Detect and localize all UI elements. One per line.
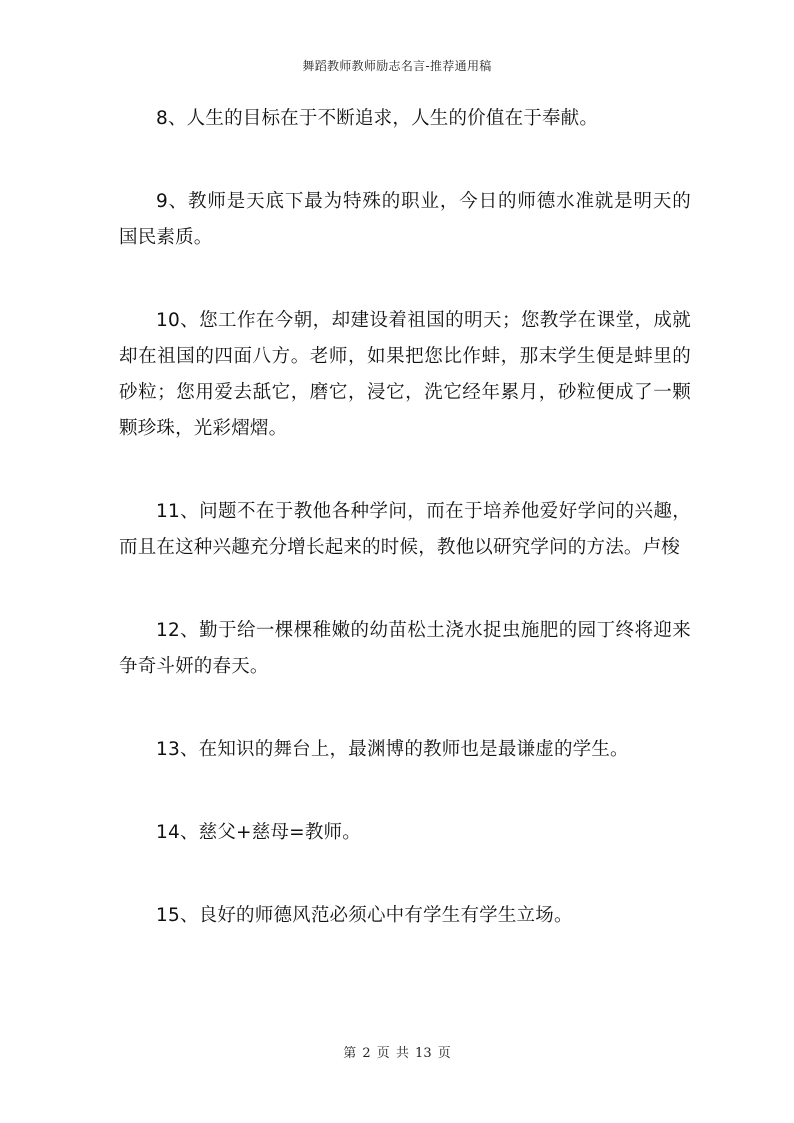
quote-paragraph-8: 8、人生的目标在于不断追求，人生的价值在于奉献。 xyxy=(156,108,599,129)
page-number-footer: 第 2 页 共 13 页 xyxy=(343,1046,451,1061)
quote-paragraph-12: 12、勤于给一棵棵稚嫩的幼苗松土浇水捉虫施肥的园丁终将迎来争奇斗妍的春天。 xyxy=(119,620,691,677)
document-body xyxy=(119,101,691,981)
quote-paragraph-14: 14、慈父+慈母=教师。 xyxy=(156,822,361,843)
page-header-title: 舞蹈教师教师励志名言-推荐通用稿 xyxy=(302,59,492,73)
quote-paragraph-11: 11、问题不在于教他各种学问，而在于培养他爱好学问的兴趣，而且在这种兴趣充分增长起来的时候，教他以研究学问的方法。卢梭 xyxy=(119,501,691,558)
quote-paragraph-9: 9、教师是天底下最为特殊的职业，今日的师德水准就是明天的国民素质。 xyxy=(119,191,691,248)
quote-paragraph-15: 15、良好的师德风范必须心中有学生有学生立场。 xyxy=(156,905,573,926)
quote-paragraph-13: 13、在知识的舞台上，最渊博的教师也是最谦虚的学生。 xyxy=(156,739,629,760)
quote-paragraph-10: 10、您工作在今朝，却建设着祖国的明天；您教学在课堂，成就却在祖国的四面八方。老师，如果把您比作蚌，那末学生便是蚌里的砂粒；您用爱去舐它，磨它，浸它，洗它经年累月，砂粒便成了一颗颗珍珠，光彩熠熠。 xyxy=(119,310,691,439)
